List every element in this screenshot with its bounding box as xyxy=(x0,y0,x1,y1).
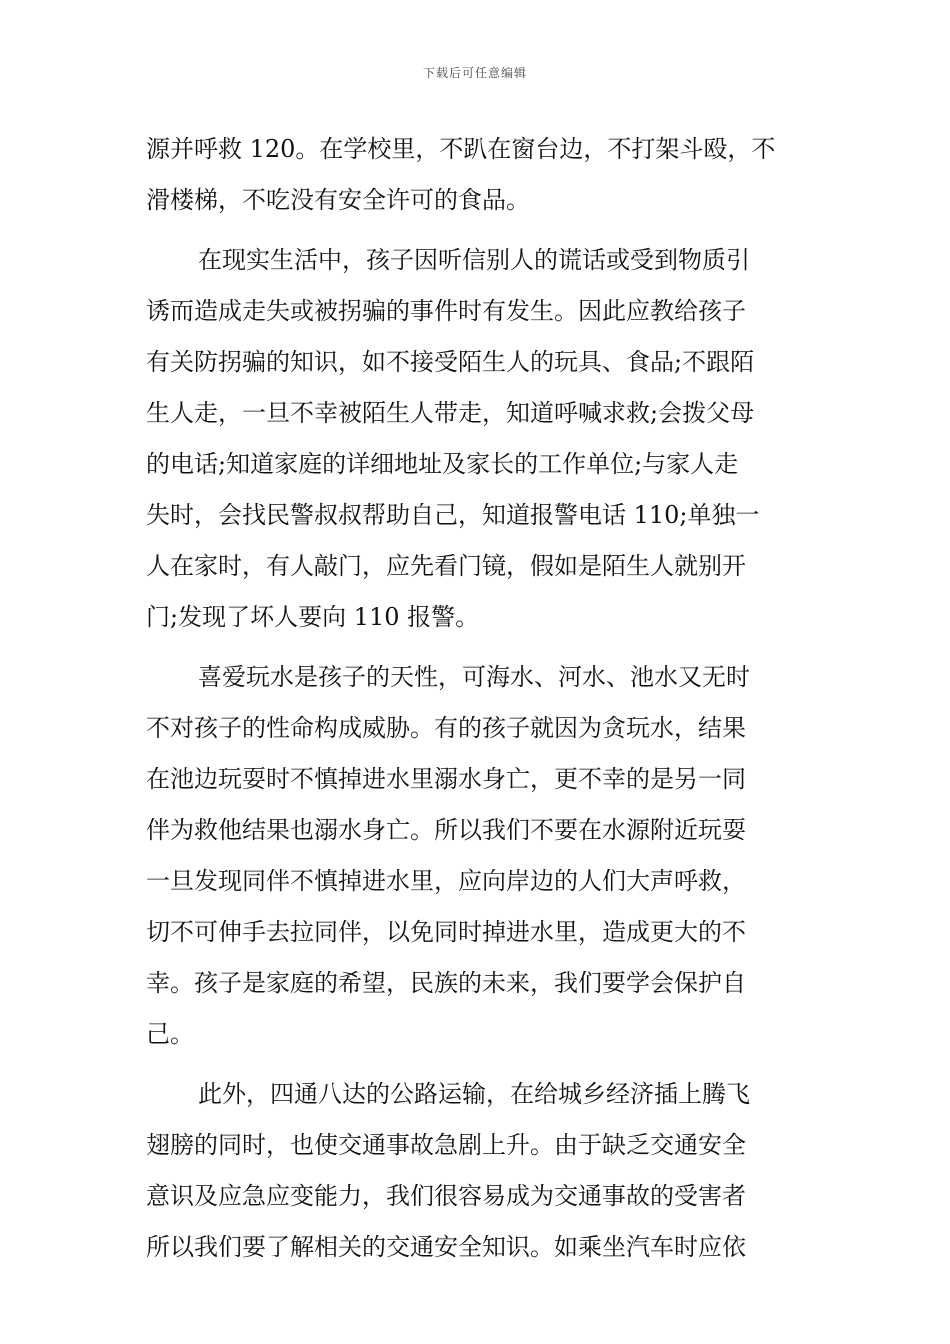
paragraph-2-line-4: 生人走，一旦不幸被陌生人带走，知道呼喊求救;会拨父母 xyxy=(146,399,755,427)
paragraph-3-line-4: 伴为救他结果也溺水身亡。所以我们不要在水源附近玩耍 xyxy=(146,816,746,844)
paragraph-3-line-7: 幸。孩子是家庭的希望，民族的未来，我们要学会保护自 xyxy=(146,969,746,997)
paragraph-4-line-1: 此外，四通八达的公路运输，在给城乡经济插上腾飞 xyxy=(198,1080,750,1108)
paragraph-1-line-1: 源并呼救 120。在学校里，不趴在窗台边，不打架斗殴，不 xyxy=(146,135,776,163)
paragraph-2-line-1: 在现实生活中，孩子因听信别人的谎话或受到物质引 xyxy=(198,246,750,274)
paragraph-2-line-5: 的电话;知道家庭的详细地址及家长的工作单位;与家人走 xyxy=(146,450,739,478)
paragraph-3-line-8: 己。 xyxy=(146,1020,194,1048)
paragraph-4-line-3: 意识及应急应变能力，我们很容易成为交通事故的受害者 xyxy=(146,1182,746,1210)
paragraph-2-line-2: 诱而造成走失或被拐骗的事件时有发生。因此应教给孩子 xyxy=(146,297,746,325)
paragraph-4-line-4: 所以我们要了解相关的交通安全知识。如乘坐汽车时应依 xyxy=(146,1233,746,1261)
paragraph-3-line-1: 喜爱玩水是孩子的天性，可海水、河水、池水又无时 xyxy=(198,663,750,691)
paragraph-2-line-3: 有关防拐骗的知识，如不接受陌生人的玩具、食品;不跟陌 xyxy=(146,348,755,376)
paragraph-2-line-8: 门;发现了坏人要向 110 报警。 xyxy=(146,603,480,631)
paragraph-4-line-2: 翅膀的同时，也使交通事故急剧上升。由于缺乏交通安全 xyxy=(146,1131,746,1159)
document-body xyxy=(146,124,806,1273)
paragraph-2-line-7: 人在家时，有人敲门，应先看门镜，假如是陌生人就别开 xyxy=(146,552,746,580)
paragraph-3-line-5: 一旦发现同伴不慎掉进水里，应向岸边的人们大声呼救， xyxy=(146,867,746,895)
page-header: 下载后可任意编辑 xyxy=(422,66,527,80)
paragraph-3-line-6: 切不可伸手去拉同伴，以免同时掉进水里，造成更大的不 xyxy=(146,918,746,946)
paragraph-3-line-3: 在池边玩耍时不慎掉进水里溺水身亡，更不幸的是另一同 xyxy=(146,765,746,793)
paragraph-1-line-2: 滑楼梯，不吃没有安全许可的食品。 xyxy=(146,186,530,214)
paragraph-2-line-6: 失时，会找民警叔叔帮助自己，知道报警电话 110;单独一 xyxy=(146,501,760,529)
paragraph-3-line-2: 不对孩子的性命构成威胁。有的孩子就因为贪玩水，结果 xyxy=(146,714,746,742)
